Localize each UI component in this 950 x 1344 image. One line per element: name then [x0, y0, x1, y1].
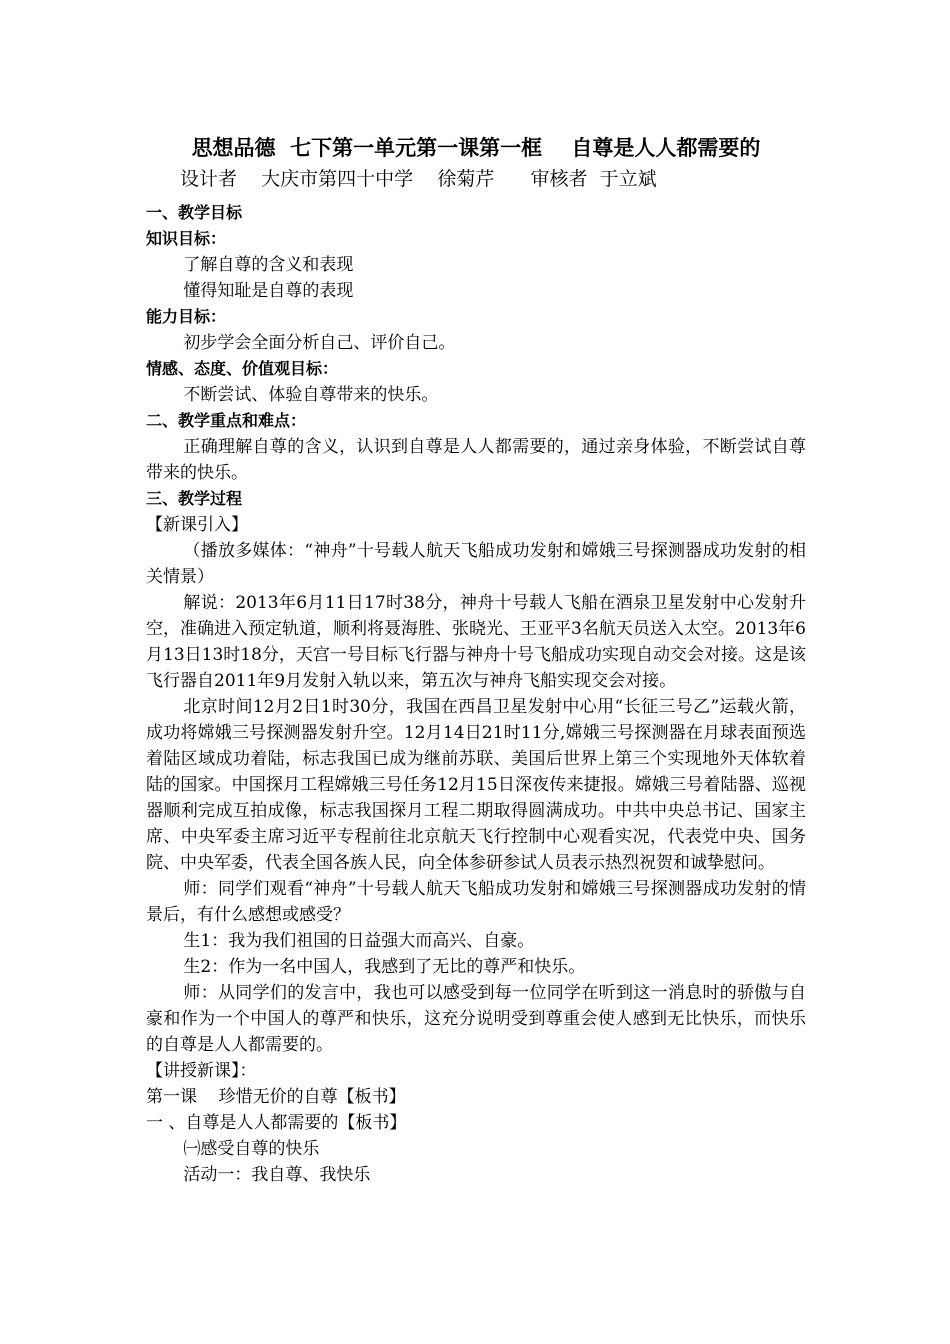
- emotion-item: 不断尝试、体验自尊带来的快乐。: [183, 385, 439, 405]
- knowledge-item: 了解自尊的含义和表现: [183, 255, 354, 275]
- paragraph: 北京时间12月2日1时30分，我国在西昌卫星发射中心用“长征三号乙”运载火箭，成功将嫦娥三号探测器发射升空。12月14日21时11分,嫦娥三号探测器在月球表面预选着陆区域成功着陆，标志我国已成为继前苏联、美国后世界上第三个实现地外天体软着陆的国家。中国探月工程嫦娥三号任务12月15日深夜传来捷报。嫦娥三号着陆器、巡视器顺利完成互拍成像，标志我国探月工程二期取得圆满成功。中共中央总书记、国家主席、中央军委主席习近平专程前往北京航天飞行控制中心观看实况，代表党中央、国务院、中央军委，代表全国各族人民，向全体参研参试人员表示热烈祝贺和诚挚慰问。: [146, 697, 806, 873]
- intro-label: 【新课引入】: [146, 515, 248, 535]
- paragraph: 生2：作为一名中国人，我感到了无比的尊严和快乐。: [183, 957, 586, 977]
- section-heading-process: 三、教学过程: [146, 489, 243, 508]
- byline: 设计者 大庆市第四十中学 徐菊芹 审核者 于立斌: [180, 168, 657, 190]
- emotion-label: 情感、态度、价值观目标：: [146, 359, 339, 378]
- section-heading-objectives: 一、教学目标: [146, 203, 243, 222]
- activity: 活动一：我自尊、我快乐: [183, 1165, 371, 1185]
- section-heading-key-points: 二、教学重点和难点：: [146, 411, 307, 430]
- knowledge-item: 懂得知耻是自尊的表现: [183, 281, 354, 301]
- knowledge-label: 知识目标：: [146, 229, 227, 248]
- lesson-title: 第一课 珍惜无价的自尊【板书】: [146, 1087, 406, 1107]
- paragraph: 解说：2013年6月11日17时38分，神舟十号载人飞船在酒泉卫星发射中心发射升空，准确进入预定轨道，顺利将聂海胜、张晓光、王亚平3名航天员送入太空。2013年6月13日13时18分，天宫一号目标飞行器与神舟十号飞船成功实现自动交会对接。这是该飞行器自2011年9月发射入轨以来，第五次与神舟飞船实现交会对接。: [146, 593, 806, 691]
- paragraph: 生1：我为我们祖国的日益强大而高兴、自豪。: [183, 931, 535, 951]
- key-points-text: 正确理解自尊的含义，认识到自尊是人人都需要的，通过亲身体验，不断尝试自尊带来的快乐。: [146, 437, 806, 483]
- paragraph: 师：同学们观看“神舟”十号载人航天飞船成功发射和嫦娥三号探测器成功发射的情景后，有什么感想或感受？: [146, 879, 806, 925]
- paragraph: （播放多媒体：“神舟”十号载人航天飞船成功发射和嫦娥三号探测器成功发射的相关情景）: [146, 541, 806, 587]
- document-title: 思想品德 七下第一单元第一课第一框 自尊是人人都需要的: [191, 135, 761, 160]
- new-lesson-label: 【讲授新课】：: [146, 1061, 257, 1081]
- document-body: [146, 132, 806, 1188]
- sub-point: ㈠感受自尊的快乐: [183, 1139, 320, 1159]
- paragraph: 师：从同学们的发言中，我也可以感受到每一位同学在听到这一消息时的骄傲与自豪和作为一个中国人的尊严和快乐，这充分说明受到尊重会使人感到无比快乐，而快乐的自尊是人人都需要的。: [146, 983, 806, 1055]
- ability-label: 能力目标：: [146, 307, 227, 326]
- ability-item: 初步学会全面分析自己、评价自己。: [183, 333, 456, 353]
- point-one: 一 、自尊是人人都需要的【板书】: [146, 1113, 407, 1133]
